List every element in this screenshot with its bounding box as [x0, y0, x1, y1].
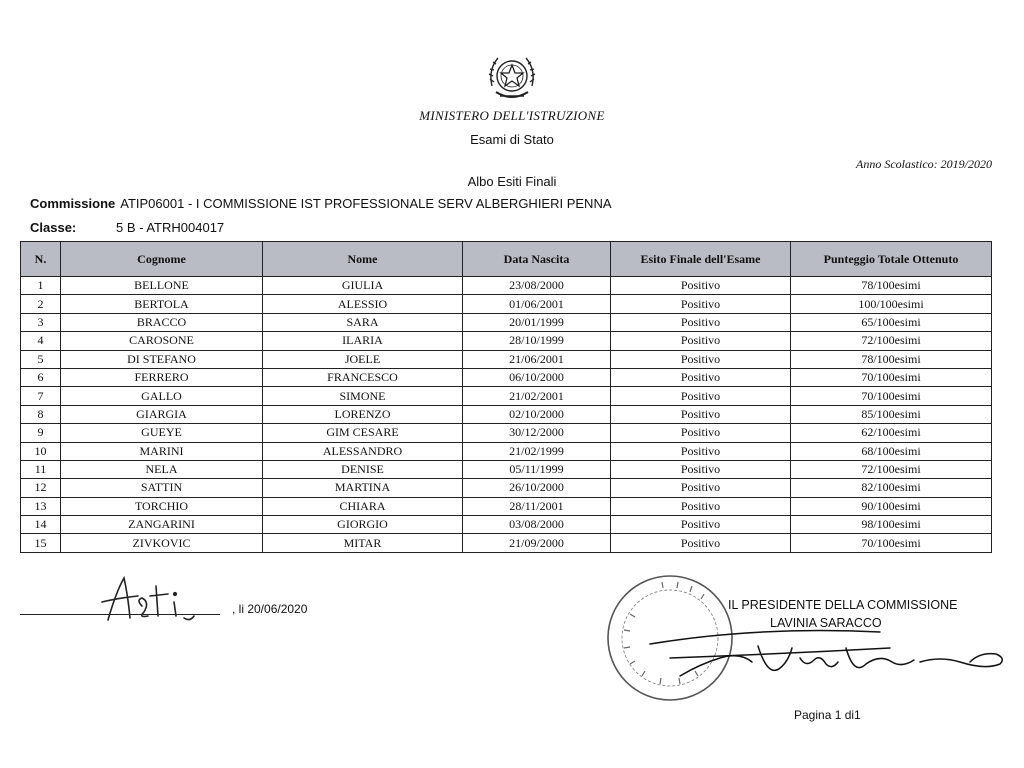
cell-cognome: FERRERO — [61, 368, 263, 386]
cell-nome: MARTINA — [263, 479, 463, 497]
cell-punteggio: 98/100esimi — [791, 516, 992, 534]
table-row — [21, 332, 992, 350]
cell-cognome: GALLO — [61, 387, 263, 405]
column-header-data-nascita: Data Nascita — [463, 242, 611, 277]
column-header-esito: Esito Finale dell'Esame — [611, 242, 791, 277]
classe-value: 5 B - ATRH004017 — [116, 220, 225, 235]
cell-nome: MITAR — [263, 534, 463, 552]
cell-cognome: BERTOLA — [61, 295, 263, 313]
cell-punteggio: 72/100esimi — [791, 460, 992, 478]
cell-n: 8 — [21, 405, 61, 423]
cell-data-nascita: 20/01/1999 — [463, 313, 611, 331]
table-row — [21, 405, 992, 423]
republic-emblem-icon — [484, 46, 540, 108]
cell-data-nascita: 21/09/2000 — [463, 534, 611, 552]
cell-cognome: GIARGIA — [61, 405, 263, 423]
cell-n: 4 — [21, 332, 61, 350]
cell-data-nascita: 28/10/1999 — [463, 332, 611, 350]
cell-data-nascita: 28/11/2001 — [463, 497, 611, 515]
cell-n: 2 — [21, 295, 61, 313]
table-row — [21, 368, 992, 386]
cell-n: 1 — [21, 277, 61, 295]
cell-esito: Positivo — [611, 350, 791, 368]
cell-nome: GIM CESARE — [263, 424, 463, 442]
cell-esito: Positivo — [611, 277, 791, 295]
cell-data-nascita: 21/02/2001 — [463, 387, 611, 405]
cell-punteggio: 68/100esimi — [791, 442, 992, 460]
cell-nome: ILARIA — [263, 332, 463, 350]
table-row — [21, 516, 992, 534]
cell-cognome: DI STEFANO — [61, 350, 263, 368]
results-table — [20, 241, 992, 553]
document-title: Esami di Stato — [470, 132, 554, 147]
cell-nome: ALESSANDRO — [263, 442, 463, 460]
page-number: Pagina 1 di1 — [794, 708, 861, 722]
cell-esito: Positivo — [611, 424, 791, 442]
cell-n: 6 — [21, 368, 61, 386]
cell-nome: DENISE — [263, 460, 463, 478]
cell-data-nascita: 06/10/2000 — [463, 368, 611, 386]
cell-esito: Positivo — [611, 313, 791, 331]
cell-punteggio: 78/100esimi — [791, 277, 992, 295]
cell-esito: Positivo — [611, 368, 791, 386]
cell-cognome: TORCHIO — [61, 497, 263, 515]
cell-esito: Positivo — [611, 405, 791, 423]
table-row — [21, 460, 992, 478]
cell-data-nascita: 26/10/2000 — [463, 479, 611, 497]
column-header-cognome: Cognome — [61, 242, 263, 277]
cell-nome: SIMONE — [263, 387, 463, 405]
table-row — [21, 442, 992, 460]
cell-nome: LORENZO — [263, 405, 463, 423]
signature-date: , li 20/06/2020 — [232, 602, 308, 616]
cell-n: 10 — [21, 442, 61, 460]
table-header-row — [21, 242, 992, 277]
table-row — [21, 313, 992, 331]
cell-data-nascita: 02/10/2000 — [463, 405, 611, 423]
cell-punteggio: 70/100esimi — [791, 387, 992, 405]
table-row — [21, 497, 992, 515]
cell-cognome: CAROSONE — [61, 332, 263, 350]
cell-data-nascita: 03/08/2000 — [463, 516, 611, 534]
cell-esito: Positivo — [611, 387, 791, 405]
cell-punteggio: 70/100esimi — [791, 534, 992, 552]
commissione-line — [30, 196, 612, 211]
cell-esito: Positivo — [611, 479, 791, 497]
cell-nome: CHIARA — [263, 497, 463, 515]
cell-n: 13 — [21, 497, 61, 515]
table-row — [21, 387, 992, 405]
cell-punteggio: 82/100esimi — [791, 479, 992, 497]
cell-cognome: BELLONE — [61, 277, 263, 295]
column-header-n: N. — [21, 242, 61, 277]
column-header-nome: Nome — [263, 242, 463, 277]
cell-n: 7 — [21, 387, 61, 405]
cell-data-nascita: 23/08/2000 — [463, 277, 611, 295]
cell-cognome: NELA — [61, 460, 263, 478]
cell-esito: Positivo — [611, 534, 791, 552]
cell-n: 3 — [21, 313, 61, 331]
classe-label: Classe: — [30, 220, 77, 235]
cell-esito: Positivo — [611, 442, 791, 460]
commissione-value: ATIP06001 - I COMMISSIONE IST PROFESSIONALE SERV ALBERGHIERI PENNA — [120, 196, 612, 211]
table-row — [21, 479, 992, 497]
cell-punteggio: 72/100esimi — [791, 332, 992, 350]
cell-nome: JOELE — [263, 350, 463, 368]
cell-nome: GIORGIO — [263, 516, 463, 534]
cell-esito: Positivo — [611, 295, 791, 313]
cell-data-nascita: 21/06/2001 — [463, 350, 611, 368]
cell-cognome: ZANGARINI — [61, 516, 263, 534]
cell-nome: GIULIA — [263, 277, 463, 295]
cell-punteggio: 70/100esimi — [791, 368, 992, 386]
table-row — [21, 295, 992, 313]
cell-esito: Positivo — [611, 516, 791, 534]
ministry-name: MINISTERO DELL'ISTRUZIONE — [419, 108, 605, 123]
cell-punteggio: 65/100esimi — [791, 313, 992, 331]
cell-esito: Positivo — [611, 332, 791, 350]
cell-punteggio: 85/100esimi — [791, 405, 992, 423]
cell-data-nascita: 21/02/1999 — [463, 442, 611, 460]
cell-data-nascita: 05/11/1999 — [463, 460, 611, 478]
president-name: LAVINIA SARACCO — [770, 616, 882, 630]
cell-cognome: ZIVKOVIC — [61, 534, 263, 552]
commissione-label: Commissione — [30, 196, 116, 211]
table-row — [21, 424, 992, 442]
president-title: IL PRESIDENTE DELLA COMMISSIONE — [728, 598, 958, 612]
cell-esito: Positivo — [611, 460, 791, 478]
cell-punteggio: 78/100esimi — [791, 350, 992, 368]
cell-n: 12 — [21, 479, 61, 497]
table-row — [21, 534, 992, 552]
cell-nome: SARA — [263, 313, 463, 331]
cell-esito: Positivo — [611, 497, 791, 515]
cell-n: 14 — [21, 516, 61, 534]
document-subtitle: Albo Esiti Finali — [467, 174, 557, 189]
table-row — [21, 277, 992, 295]
cell-cognome: BRACCO — [61, 313, 263, 331]
cell-cognome: MARINI — [61, 442, 263, 460]
cell-data-nascita: 30/12/2000 — [463, 424, 611, 442]
table-row — [21, 350, 992, 368]
cell-n: 9 — [21, 424, 61, 442]
column-header-punteggio: Punteggio Totale Ottenuto — [791, 242, 992, 277]
cell-nome: ALESSIO — [263, 295, 463, 313]
school-year: Anno Scolastico: 2019/2020 — [856, 157, 992, 171]
cell-n: 15 — [21, 534, 61, 552]
cell-data-nascita: 01/06/2001 — [463, 295, 611, 313]
cell-cognome: GUEYE — [61, 424, 263, 442]
cell-n: 11 — [21, 460, 61, 478]
cell-punteggio: 100/100esimi — [791, 295, 992, 313]
president-handwritten-signature — [640, 618, 1010, 688]
cell-punteggio: 90/100esimi — [791, 497, 992, 515]
cell-nome: FRANCESCO — [263, 368, 463, 386]
cell-punteggio: 62/100esimi — [791, 424, 992, 442]
handwritten-place-signature — [98, 572, 238, 626]
cell-cognome: SATTIN — [61, 479, 263, 497]
cell-n: 5 — [21, 350, 61, 368]
